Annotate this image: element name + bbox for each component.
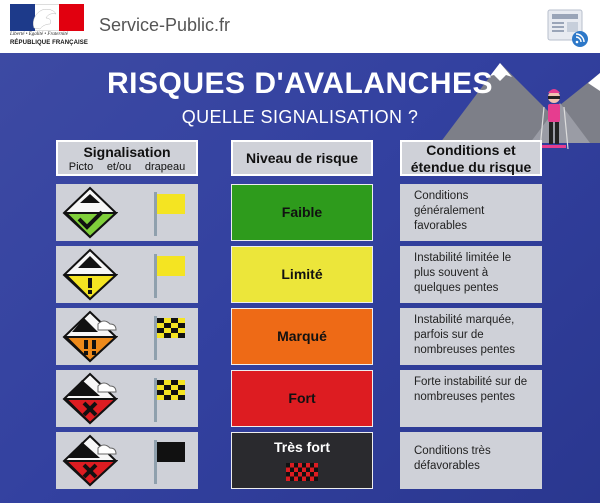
- cross-diamond-icon: [62, 372, 118, 425]
- rss-feed-button[interactable]: [545, 8, 591, 48]
- exclamation-diamond-icon: [62, 248, 118, 301]
- risk-level-marque: Marqué: [231, 308, 373, 365]
- risk-level-limite: Limité: [231, 246, 373, 303]
- cross-diamond-dark-icon: [62, 434, 118, 487]
- black-flag-icon: [152, 438, 188, 484]
- checkered-flag-icon: [152, 376, 188, 422]
- check-diamond-icon: [62, 186, 118, 239]
- avalanche-infographic: [0, 53, 600, 503]
- signalisation-header: [56, 140, 198, 176]
- signal-cell-fort: [56, 370, 198, 427]
- checkered-pattern-icon: [286, 463, 318, 481]
- picto-label: Picto: [68, 161, 94, 173]
- signal-cell-marque: [56, 308, 198, 365]
- conditions-marque: Instabilité marquée, parfois sur de nombreuses pentes: [400, 308, 542, 365]
- risk-level-tres-fort: [231, 432, 373, 489]
- conditions-tres-fort: Conditions très défavorables: [400, 432, 542, 489]
- site-header: [0, 0, 600, 53]
- signalisation-title: Signalisation: [83, 144, 171, 160]
- conditions-header: Conditions et étendue du risque: [400, 140, 542, 176]
- signal-cell-limite: [56, 246, 198, 303]
- risk-level-header: Niveau de risque: [231, 140, 373, 176]
- signal-cell-faible: [56, 184, 198, 241]
- yellow-flag-icon: [152, 252, 188, 298]
- page-subtitle: QUELLE SIGNALISATION ?: [181, 107, 419, 127]
- page-title: RISQUES D'AVALANCHES: [106, 67, 494, 100]
- signalisation-subheader: [58, 161, 196, 173]
- checkered-flag-icon: [152, 314, 188, 360]
- motto-text: Liberté • Égalité • Fraternité: [10, 32, 68, 37]
- risk-level-faible: Faible: [231, 184, 373, 241]
- republic-text: RÉPUBLIQUE FRANÇAISE: [10, 40, 89, 46]
- rss-icon: [545, 8, 591, 48]
- flag-label: drapeau: [144, 161, 186, 173]
- double-exclamation-diamond-icon: [62, 310, 118, 363]
- marianne-flag-icon: [10, 4, 84, 31]
- conditions-faible: Conditions généralement favorables: [400, 184, 542, 241]
- risk-level-fort: Fort: [231, 370, 373, 427]
- republique-francaise-logo[interactable]: [10, 4, 88, 50]
- signal-cell-tres-fort: [56, 432, 198, 489]
- and-or-label: et/ou: [106, 161, 132, 173]
- risk-level-tres-fort-label: Très fort: [273, 439, 330, 455]
- site-name-link[interactable]: Service-Public.fr: [99, 15, 231, 35]
- conditions-limite: Instabilité limitée le plus souvent à quelques pentes: [400, 246, 542, 303]
- yellow-flag-icon: [152, 190, 188, 236]
- conditions-fort: Forte instabilité sur de nombreuses pentes: [400, 370, 542, 427]
